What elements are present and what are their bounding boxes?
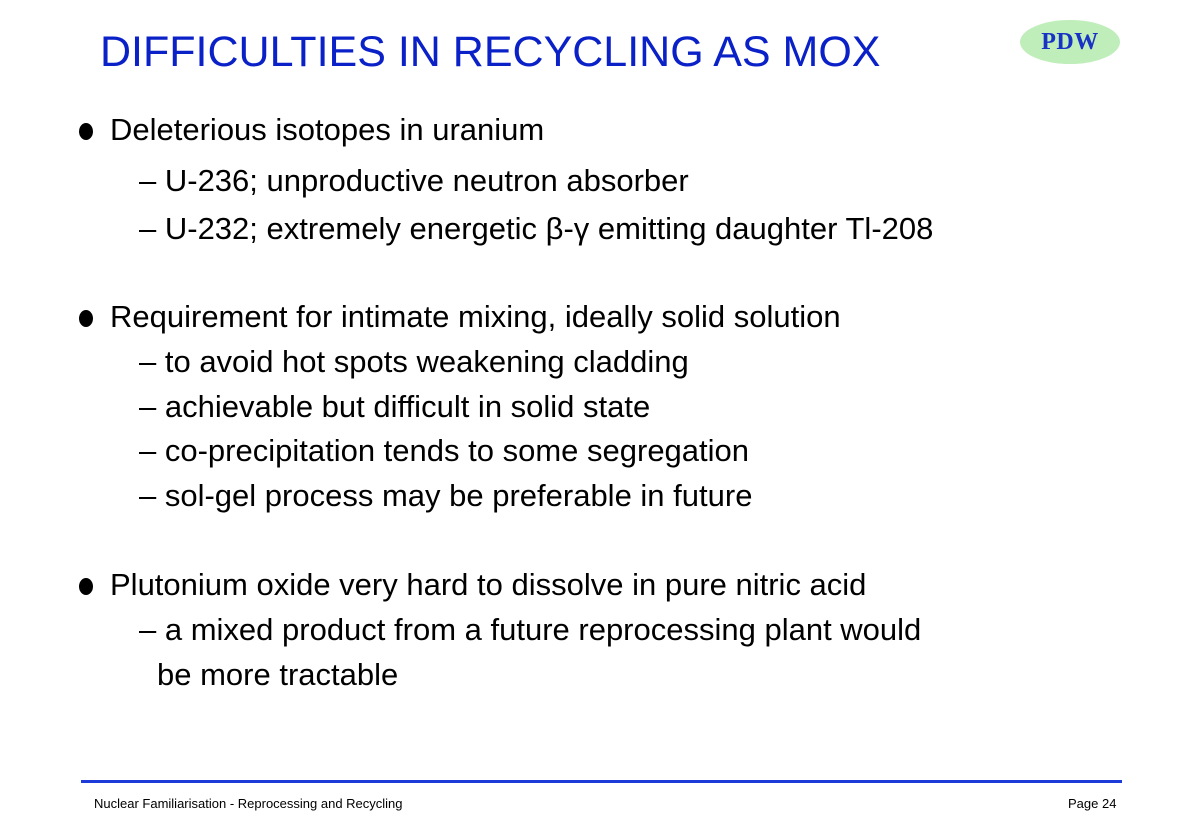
bullet-item: Requirement for intimate mixing, ideally solid solution <box>110 299 841 334</box>
slide-title: DIFFICULTIES IN RECYCLING AS MOX <box>100 28 881 76</box>
bullet-dot-icon <box>79 123 93 140</box>
bullet-dot-icon <box>79 578 93 595</box>
bullet-dot-icon <box>79 310 93 327</box>
footer-page-number: Page 24 <box>1068 796 1117 811</box>
sub-item: – sol-gel process may be preferable in future <box>139 478 753 513</box>
sub-item: – a mixed product from a future reprocessing plant would <box>139 612 922 647</box>
bullet-item: Plutonium oxide very hard to dissolve in pure nitric acid <box>110 567 867 602</box>
footer-divider <box>81 780 1122 783</box>
bullet-item: Deleterious isotopes in uranium <box>110 112 545 147</box>
sub-item: – to avoid hot spots weakening cladding <box>139 344 689 379</box>
sub-item: – co-precipitation tends to some segregation <box>139 433 750 468</box>
sub-item-continuation: be more tractable <box>157 657 399 692</box>
pdw-logo-text: PDW <box>1041 28 1099 55</box>
sub-item: – U-232; extremely energetic β-γ emitting daughter Tl-208 <box>139 211 934 246</box>
pdw-logo <box>1020 20 1120 64</box>
footer-course-title: Nuclear Familiarisation - Reprocessing and Recycling <box>94 796 403 811</box>
sub-item: – U-236; unproductive neutron absorber <box>139 163 689 198</box>
sub-item: – achievable but difficult in solid state <box>139 389 651 424</box>
